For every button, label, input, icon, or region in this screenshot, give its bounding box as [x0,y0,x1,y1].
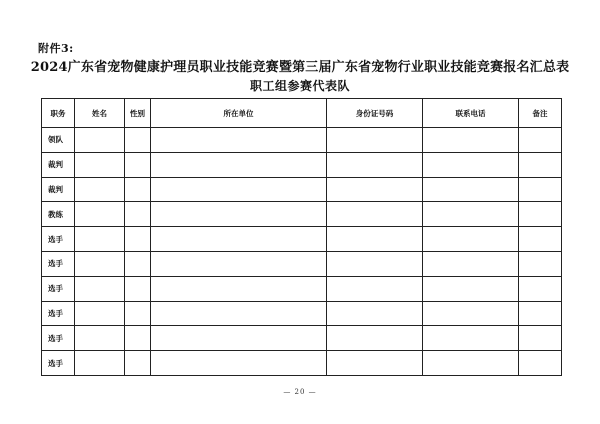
note-cell[interactable] [519,128,562,153]
role-cell: 领队 [42,128,75,153]
role-cell: 裁判 [42,152,75,177]
phone-cell[interactable] [423,177,519,202]
unit-cell[interactable] [151,301,327,326]
header-cell: 备注 [519,99,562,128]
id-number-cell[interactable] [327,152,423,177]
id-number-cell[interactable] [327,227,423,252]
note-cell[interactable] [519,276,562,301]
note-cell[interactable] [519,251,562,276]
id-number-cell[interactable] [327,301,423,326]
table-row [42,251,562,276]
note-cell[interactable] [519,301,562,326]
unit-cell[interactable] [151,202,327,227]
unit-cell[interactable] [151,177,327,202]
phone-cell[interactable] [423,326,519,351]
table-row [42,202,562,227]
gender-cell[interactable] [125,177,151,202]
note-cell[interactable] [519,351,562,376]
document-title: 2024广东省宠物健康护理员职业技能竞赛暨第三届广东省宠物行业职业技能竞赛报名汇总表 [30,60,570,75]
role-cell: 选手 [42,276,75,301]
note-cell[interactable] [519,177,562,202]
name-cell[interactable] [75,276,125,301]
phone-cell[interactable] [423,128,519,153]
phone-cell[interactable] [423,301,519,326]
note-cell[interactable] [519,326,562,351]
table-header-row [42,99,562,128]
registration-table [41,98,562,376]
table-row [42,177,562,202]
header-cell: 身份证号码 [327,99,423,128]
role-cell: 裁判 [42,177,75,202]
unit-cell[interactable] [151,276,327,301]
table-row [42,326,562,351]
header-cell: 职务 [42,99,75,128]
gender-cell[interactable] [125,301,151,326]
header-cell: 姓名 [75,99,125,128]
name-cell[interactable] [75,351,125,376]
table-row [42,276,562,301]
phone-cell[interactable] [423,251,519,276]
gender-cell[interactable] [125,251,151,276]
role-cell: 选手 [42,251,75,276]
unit-cell[interactable] [151,326,327,351]
note-cell[interactable] [519,202,562,227]
role-cell: 选手 [42,227,75,252]
header-cell: 联系电话 [423,99,519,128]
note-cell[interactable] [519,152,562,177]
id-number-cell[interactable] [327,128,423,153]
phone-cell[interactable] [423,202,519,227]
name-cell[interactable] [75,128,125,153]
table-row [42,301,562,326]
unit-cell[interactable] [151,152,327,177]
name-cell[interactable] [75,227,125,252]
gender-cell[interactable] [125,128,151,153]
table-row [42,351,562,376]
gender-cell[interactable] [125,276,151,301]
id-number-cell[interactable] [327,326,423,351]
table-row [42,227,562,252]
document-subtitle: 职工组参赛代表队 [249,79,350,93]
gender-cell[interactable] [125,351,151,376]
id-number-cell[interactable] [327,251,423,276]
name-cell[interactable] [75,301,125,326]
page-number: — 20 — [283,388,317,396]
name-cell[interactable] [75,202,125,227]
name-cell[interactable] [75,152,125,177]
table-row [42,128,562,153]
id-number-cell[interactable] [327,351,423,376]
gender-cell[interactable] [125,202,151,227]
unit-cell[interactable] [151,351,327,376]
phone-cell[interactable] [423,276,519,301]
phone-cell[interactable] [423,351,519,376]
name-cell[interactable] [75,251,125,276]
gender-cell[interactable] [125,152,151,177]
header-cell: 性别 [125,99,151,128]
phone-cell[interactable] [423,227,519,252]
header-cell: 所在单位 [151,99,327,128]
note-cell[interactable] [519,227,562,252]
unit-cell[interactable] [151,128,327,153]
id-number-cell[interactable] [327,276,423,301]
phone-cell[interactable] [423,152,519,177]
table-body [42,128,562,376]
role-cell: 选手 [42,326,75,351]
role-cell: 教练 [42,202,75,227]
id-number-cell[interactable] [327,177,423,202]
name-cell[interactable] [75,177,125,202]
gender-cell[interactable] [125,227,151,252]
attachment-label: 附件3: [38,42,74,55]
role-cell: 选手 [42,351,75,376]
table-row [42,152,562,177]
role-cell: 选手 [42,301,75,326]
gender-cell[interactable] [125,326,151,351]
id-number-cell[interactable] [327,202,423,227]
name-cell[interactable] [75,326,125,351]
unit-cell[interactable] [151,227,327,252]
unit-cell[interactable] [151,251,327,276]
